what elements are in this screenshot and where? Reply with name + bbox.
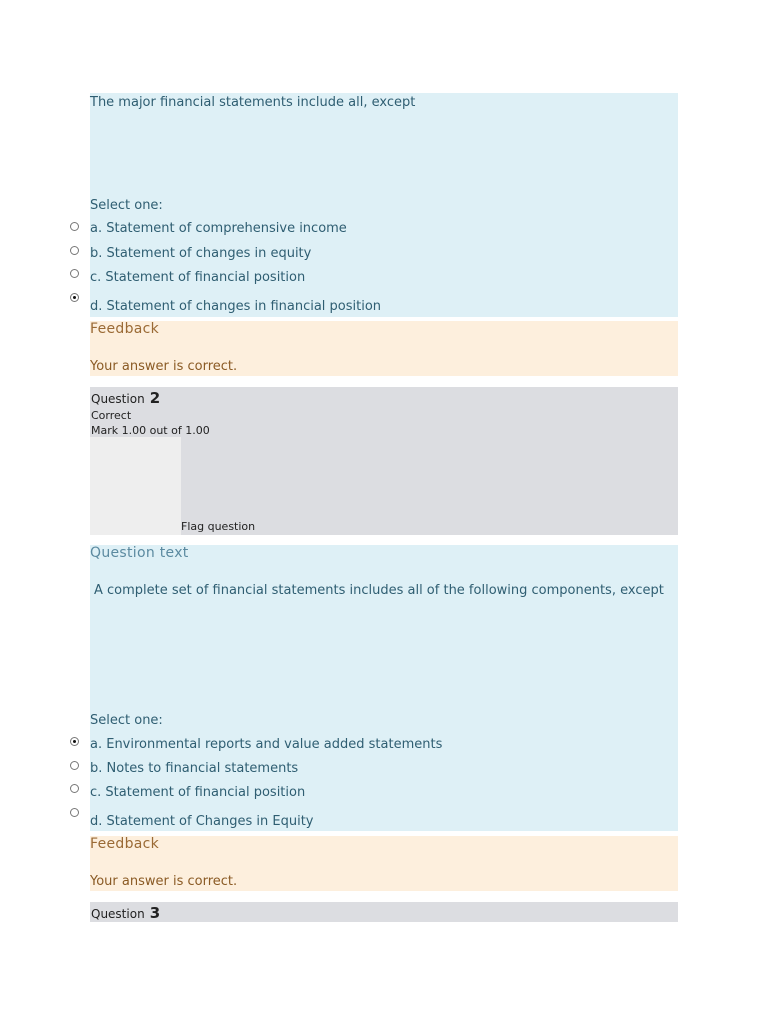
q2-option-d-label[interactable]: d. Statement of Changes in Equity [90,814,314,829]
q1-option-b-radio[interactable] [70,246,79,255]
q2-option-b-label[interactable]: b. Notes to financial statements [90,761,299,776]
q1-option-b-label[interactable]: b. Statement of changes in equity [90,246,312,261]
q2-option-a-label[interactable]: a. Environmental reports and value added statements [90,737,443,752]
q2-feedback-heading: Feedback [90,836,160,852]
q1-option-c-radio[interactable] [70,269,79,278]
q2-text-heading: Question text [90,545,189,561]
q2-info-block [90,387,678,535]
q2-option-c-label[interactable]: c. Statement of financial position [90,785,306,800]
q2-feedback-text: Your answer is correct. [90,874,238,889]
q1-option-d-label[interactable]: d. Statement of changes in financial position [90,299,382,314]
q3-info-block [90,902,678,922]
q2-option-a-radio[interactable] [70,737,79,746]
q1-feedback-heading: Feedback [90,321,160,337]
q1-prompt: The major financial statements include all, except [90,95,416,110]
q3-number: 3 [149,904,161,922]
q1-option-a-radio[interactable] [70,222,79,231]
q2-option-d-radio[interactable] [70,808,79,817]
q2-mark: Mark 1.00 out of 1.00 [91,424,210,437]
q1-select-label: Select one: [90,198,163,213]
q2-option-c-radio[interactable] [70,784,79,793]
q1-feedback-text: Your answer is correct. [90,359,238,374]
q1-option-c-label[interactable]: c. Statement of financial position [90,270,306,285]
q2-select-label: Select one: [90,713,163,728]
q2-option-b-radio[interactable] [70,761,79,770]
q1-option-d-radio[interactable] [70,293,79,302]
q2-flag-box[interactable] [90,437,181,535]
q2-flag-question-link[interactable]: Flag question [181,520,256,533]
q1-option-a-label[interactable]: a. Statement of comprehensive income [90,221,347,236]
q2-state: Correct [91,409,132,422]
q2-feedback-block [90,836,678,891]
q2-prompt: A complete set of financial statements includes all of the following components, except [94,583,664,598]
q2-number-heading [91,388,160,407]
q2-question-word: Question [91,392,145,406]
q2-number: 2 [149,389,161,407]
q1-feedback-block [90,321,678,376]
q3-question-word: Question [91,907,145,921]
q3-number-heading [91,903,160,922]
